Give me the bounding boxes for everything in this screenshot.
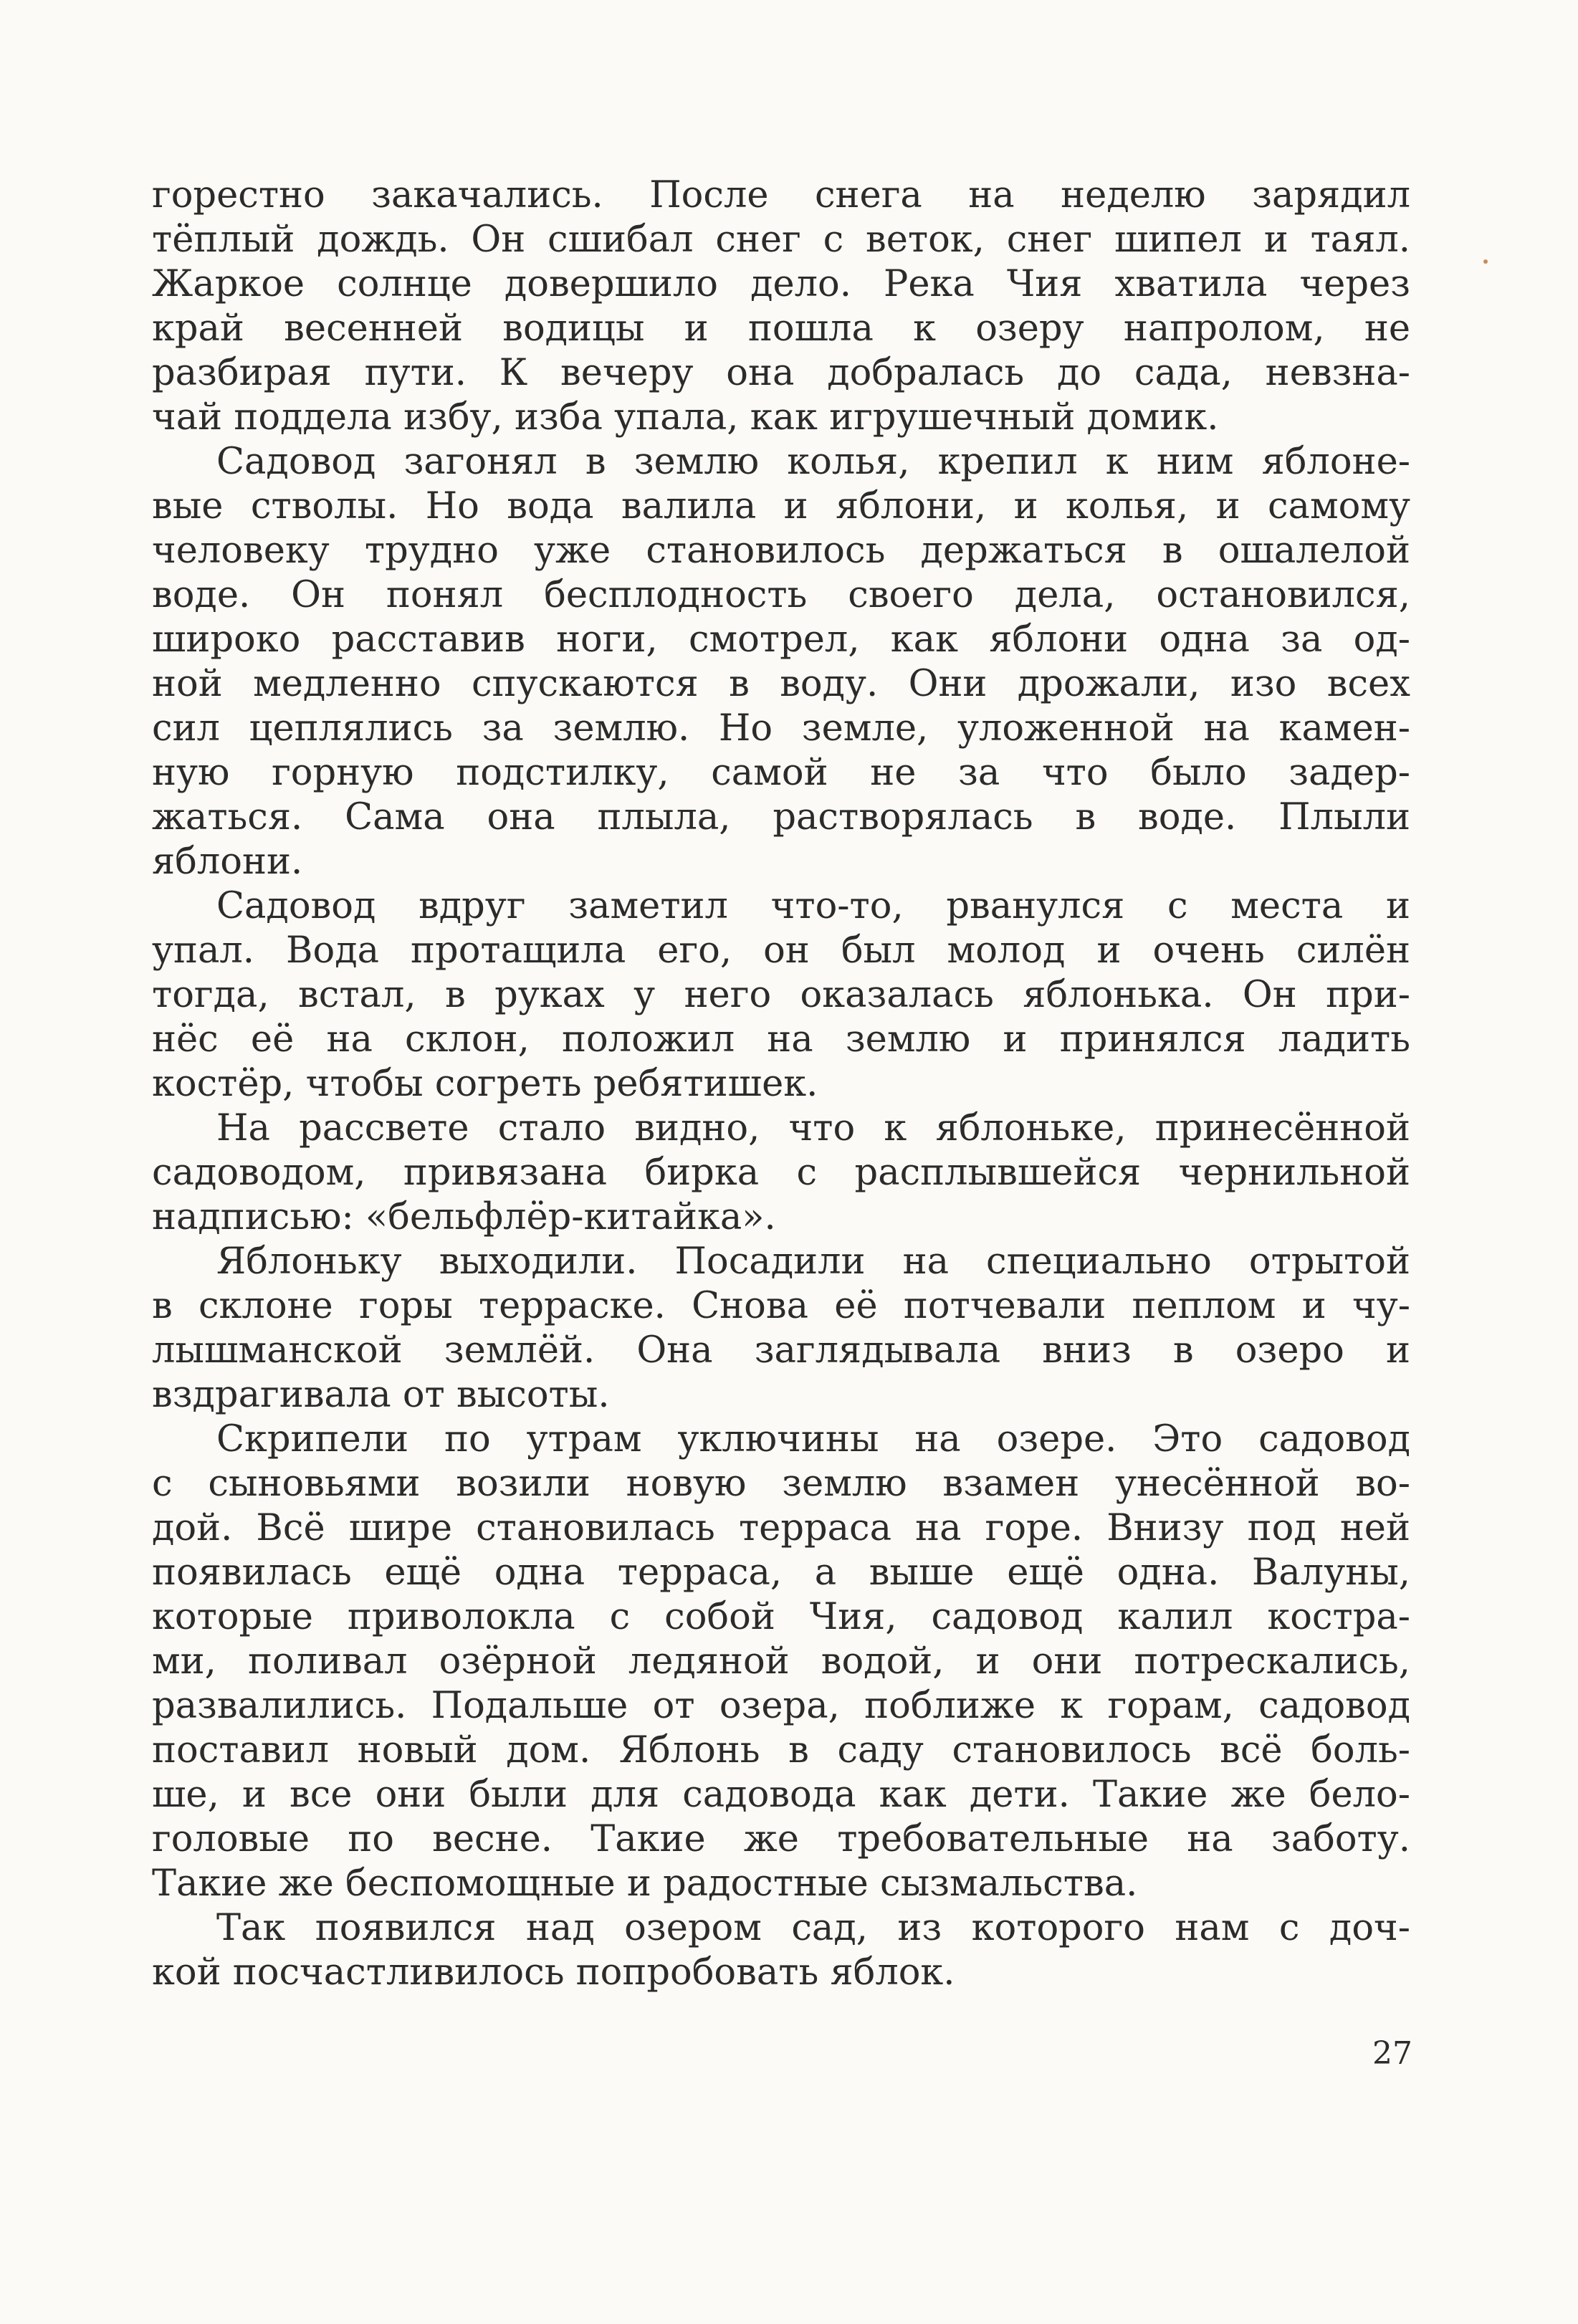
text-line: человеку трудно уже становилось держаться в ошалелой — [152, 530, 1410, 572]
text-line: ми, поливал озёрной ледяной водой, и они потрескались, — [152, 1640, 1410, 1683]
text-line: сил цеплялись за землю. Но земле, уложенной на камен- — [152, 707, 1410, 750]
text-line: развалились. Подальше от озера, поближе к горам, садовод — [152, 1685, 1410, 1727]
text-line: Так появился над озером сад, из которого нам с доч- — [216, 1907, 1410, 1949]
text-line: упал. Вода протащила его, он был молод и очень силён — [152, 929, 1410, 972]
text-line: вздрагивала от высоты. — [152, 1374, 610, 1416]
text-line: ную горную подстилку, самой не за что было задер- — [152, 752, 1410, 794]
text-line: костёр, чтобы согреть ребятишек. — [152, 1063, 818, 1105]
text-line: лышманской землёй. Она заглядывала вниз в озеро и — [152, 1329, 1410, 1372]
text-line: Скрипели по утрам уключины на озере. Это садовод — [216, 1418, 1410, 1460]
text-line: садоводом, привязана бирка с расплывшейся чернильной — [152, 1152, 1410, 1194]
text-line: горестно закачались. После снега на неделю зарядил — [152, 174, 1410, 216]
text-line: Яблоньку выходили. Посадили на специально отрытой — [216, 1240, 1410, 1283]
text-line: разбирая пути. К вечеру она добралась до сада, невзна- — [152, 352, 1410, 394]
text-line: которые приволокла с собой Чия, садовод калил костра- — [152, 1596, 1410, 1638]
paper-speck — [1483, 259, 1488, 264]
text-line: с сыновьями возили новую землю взамен унесённой во- — [152, 1463, 1410, 1505]
text-line: яблони. — [152, 841, 303, 883]
text-line: жаться. Сама она плыла, растворялась в воде. Плыли — [152, 796, 1410, 838]
text-line: кой посчастливилось попробовать яблок. — [152, 1951, 955, 1994]
text-line: ной медленно спускаются в воду. Они дрожали, изо всех — [152, 663, 1410, 705]
text-line: дой. Всё шире становилась терраса на горе. Внизу под ней — [152, 1507, 1410, 1549]
text-line: На рассвете стало видно, что к яблоньке, принесённой — [216, 1107, 1410, 1149]
text-line: поставил новый дом. Яблонь в саду становилось всё боль- — [152, 1729, 1410, 1771]
text-line: вые стволы. Но вода валила и яблони, и колья, и самому — [152, 485, 1410, 527]
text-line: тёплый дождь. Он сшибал снег с веток, снег шипел и таял. — [152, 219, 1410, 261]
text-line: надписью: «бельфлёр-китайка». — [152, 1196, 776, 1238]
text-line: Садовод вдруг заметил что-то, рванулся с места и — [216, 885, 1410, 927]
text-line: головые по весне. Такие же требовательные на заботу. — [152, 1818, 1410, 1860]
text-line: Садовод загонял в землю колья, крепил к ним яблоне- — [216, 441, 1410, 483]
text-line: край весенней водицы и пошла к озеру напролом, не — [152, 307, 1410, 350]
text-line: широко расставив ноги, смотрел, как яблони одна за од- — [152, 618, 1410, 661]
text-line: тогда, встал, в руках у него оказалась яблонька. Он при- — [152, 974, 1410, 1016]
text-line: в склоне горы терраске. Снова её потчевали пеплом и чу- — [152, 1285, 1410, 1327]
text-line: нёс её на склон, положил на землю и принялся ладить — [152, 1018, 1410, 1061]
text-line: воде. Он понял бесплодность своего дела, остановился, — [152, 574, 1410, 616]
text-line: появилась ещё одна терраса, а выше ещё одна. Валуны, — [152, 1551, 1410, 1594]
text-line: чай поддела избу, изба упала, как игрушечный домик. — [152, 396, 1219, 439]
body-text — [152, 173, 1410, 1995]
text-line: ше, и все они были для садовода как дети. Такие же бело- — [152, 1774, 1410, 1816]
page-number: 27 — [1372, 2035, 1412, 2072]
text-line: Жаркое солнце довершило дело. Река Чия хватила через — [152, 263, 1410, 305]
text-line: Такие же беспомощные и радостные сызмальства. — [152, 1862, 1138, 1905]
